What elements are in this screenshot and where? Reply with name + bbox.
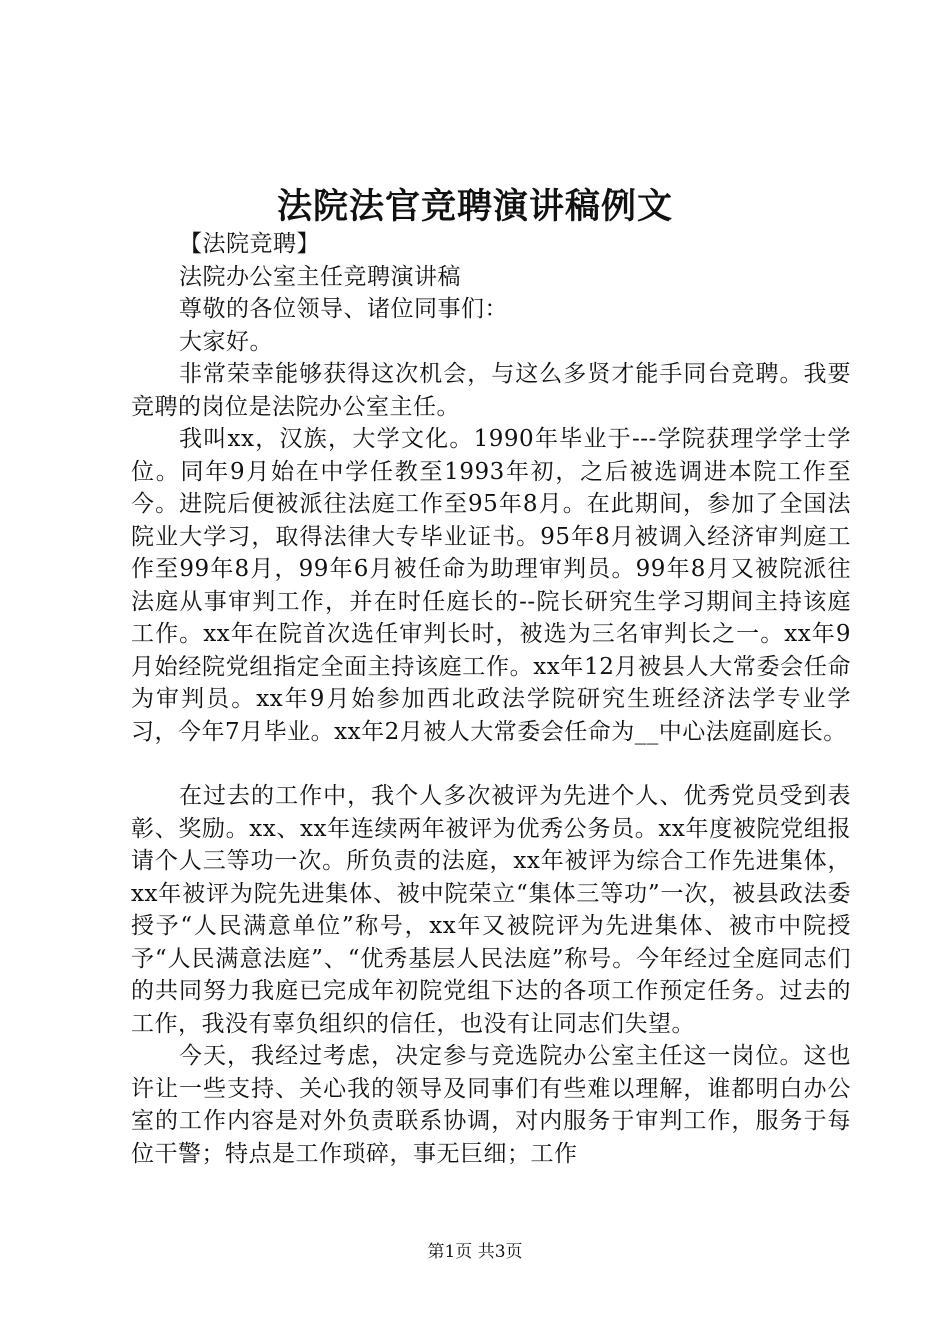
- paragraph-subtitle: 法院办公室主任竞聘演讲稿: [179, 263, 461, 290]
- paragraph-achievements: 在过去的工作中，我个人多次被评为先进个人、优秀党员受到表彰、奖励。xx、xx年连续两年被评为优秀公务员。xx年度被院党组报请个人三等功一次。所负责的法庭，xx年被评为综合工作先进集体，xx年被评为院先进集体、被中院荣立“集体三等功”一次，被县政法委授予“人民满意单位”称号，xx年又被院评为先进集体、被市中院授予“人民满意法庭”、“优秀基层人民法庭”称号。今年经过全庭同志们的共同努力我庭已完成年初院党组下达的各项工作预定任务。过去的工作，我没有辜负组织的信任，也没有让同志们失望。: [131, 783, 851, 1037]
- paragraph-greeting: 大家好。: [179, 328, 273, 355]
- page-footer: 第1页 共3页: [427, 1242, 523, 1262]
- paragraph-intro: 非常荣幸能够获得这次机会，与这么多贤才能手同台竞聘。我要竞聘的岗位是法院办公室主任。: [131, 361, 851, 420]
- document-body: [131, 228, 851, 1170]
- paragraph-decision: 今天，我经过考虑，决定参与竞选院办公室主任这一岗位。这也许让一些支持、关心我的领导及同事们有些难以理解，谁都明白办公室的工作内容是对外负责联系协调，对内服务于审判工作，服务于每位干警；特点是工作琐碎，事无巨细；工作: [131, 1043, 851, 1167]
- document-title: 法院法官竞聘演讲稿例文: [276, 186, 673, 227]
- paragraph-salutation: 尊敬的各位领导、诸位同事们：: [179, 296, 508, 322]
- paragraph-background: 我叫xx，汉族，大学文化。1990年毕业于---学院获理学学士学位。同年9月始在中学任教至1993年初，之后被选调进本院工作至今。进院后便被派往法庭工作至95年8月。在此期间，参加了全国法院业大学习，取得法律大专毕业证书。95年8月被调入经济审判庭工作至99年8月，99年6月被任命为助理审判员。99年8月又被院派往法庭从事审判工作，并在时任庭长的--院长研究生学习期间主持该庭工作。xx年在院首次选任审判长时，被选为三名审判长之一。xx年9月始经院党组指定全面主持该庭工作。xx年12月被县人大常委会任命为审判员。xx年9月始参加西北政法学院研究生班经济法学专业学习，今年7月毕业。xx年2月被人大常委会任命为__中心法庭副庭长。: [131, 426, 851, 745]
- paragraph-category: 【法院竞聘】: [179, 231, 320, 257]
